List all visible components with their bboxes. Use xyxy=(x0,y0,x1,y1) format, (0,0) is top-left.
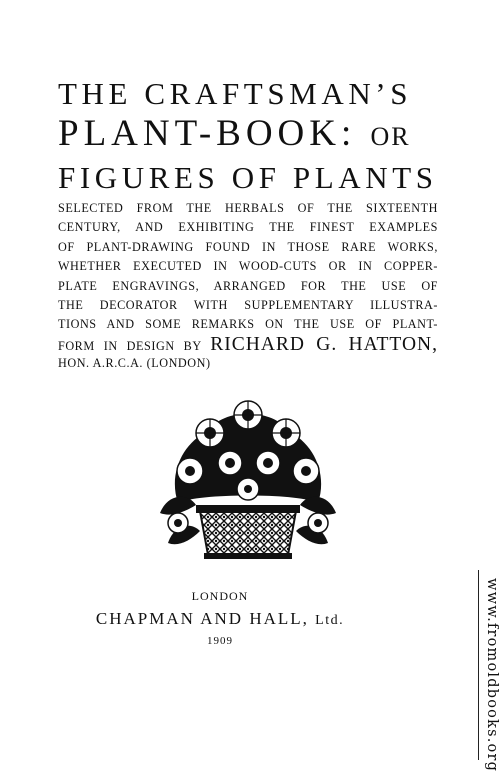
description-line: THE DECORATOR WITH SUPPLEMENTARY ILLUSTRA- xyxy=(58,298,438,313)
flower-basket-woodcut-icon xyxy=(148,393,348,563)
description xyxy=(58,199,438,356)
watermark-url: www.fromoldbooks.org xyxy=(484,578,500,772)
imprint-city: LONDON xyxy=(191,589,249,603)
author-honours: HON. A.R.C.A. (LONDON) xyxy=(58,356,211,370)
title-line-1: THE CRAFTSMAN’S xyxy=(58,76,413,111)
publisher-ltd: Ltd. xyxy=(315,613,345,628)
description-line: TIONS AND SOME REMARKS ON THE USE OF PLANT- xyxy=(58,317,438,332)
title-line-3: FIGURES OF PLANTS xyxy=(58,160,438,195)
publisher-name: CHAPMAN AND HALL, xyxy=(95,609,309,628)
byline xyxy=(58,335,438,356)
description-line: SELECTED FROM THE HERBALS OF THE SIXTEENTH xyxy=(58,201,438,215)
description-line: OF PLANT-DRAWING FOUND IN THOSE RARE WORKS, xyxy=(58,239,438,254)
description-line: PLATE ENGRAVINGS, ARRANGED FOR THE USE OF xyxy=(58,278,438,293)
author-name: RICHARD G. HATTON, xyxy=(210,333,438,355)
description-line: WHETHER EXECUTED IN WOOD-CUTS OR IN COPPER- xyxy=(58,259,438,274)
title-or: OR xyxy=(370,122,411,151)
title-line-2 xyxy=(58,112,411,155)
description-line: CENTURY, AND EXHIBITING THE FINEST EXAMPLES xyxy=(58,220,438,235)
imprint-publisher xyxy=(0,609,440,629)
title-main: PLANT-BOOK: xyxy=(58,113,357,154)
imprint-year: 1909 xyxy=(207,635,233,647)
byline-prefix: FORM IN DESIGN BY xyxy=(58,338,202,353)
